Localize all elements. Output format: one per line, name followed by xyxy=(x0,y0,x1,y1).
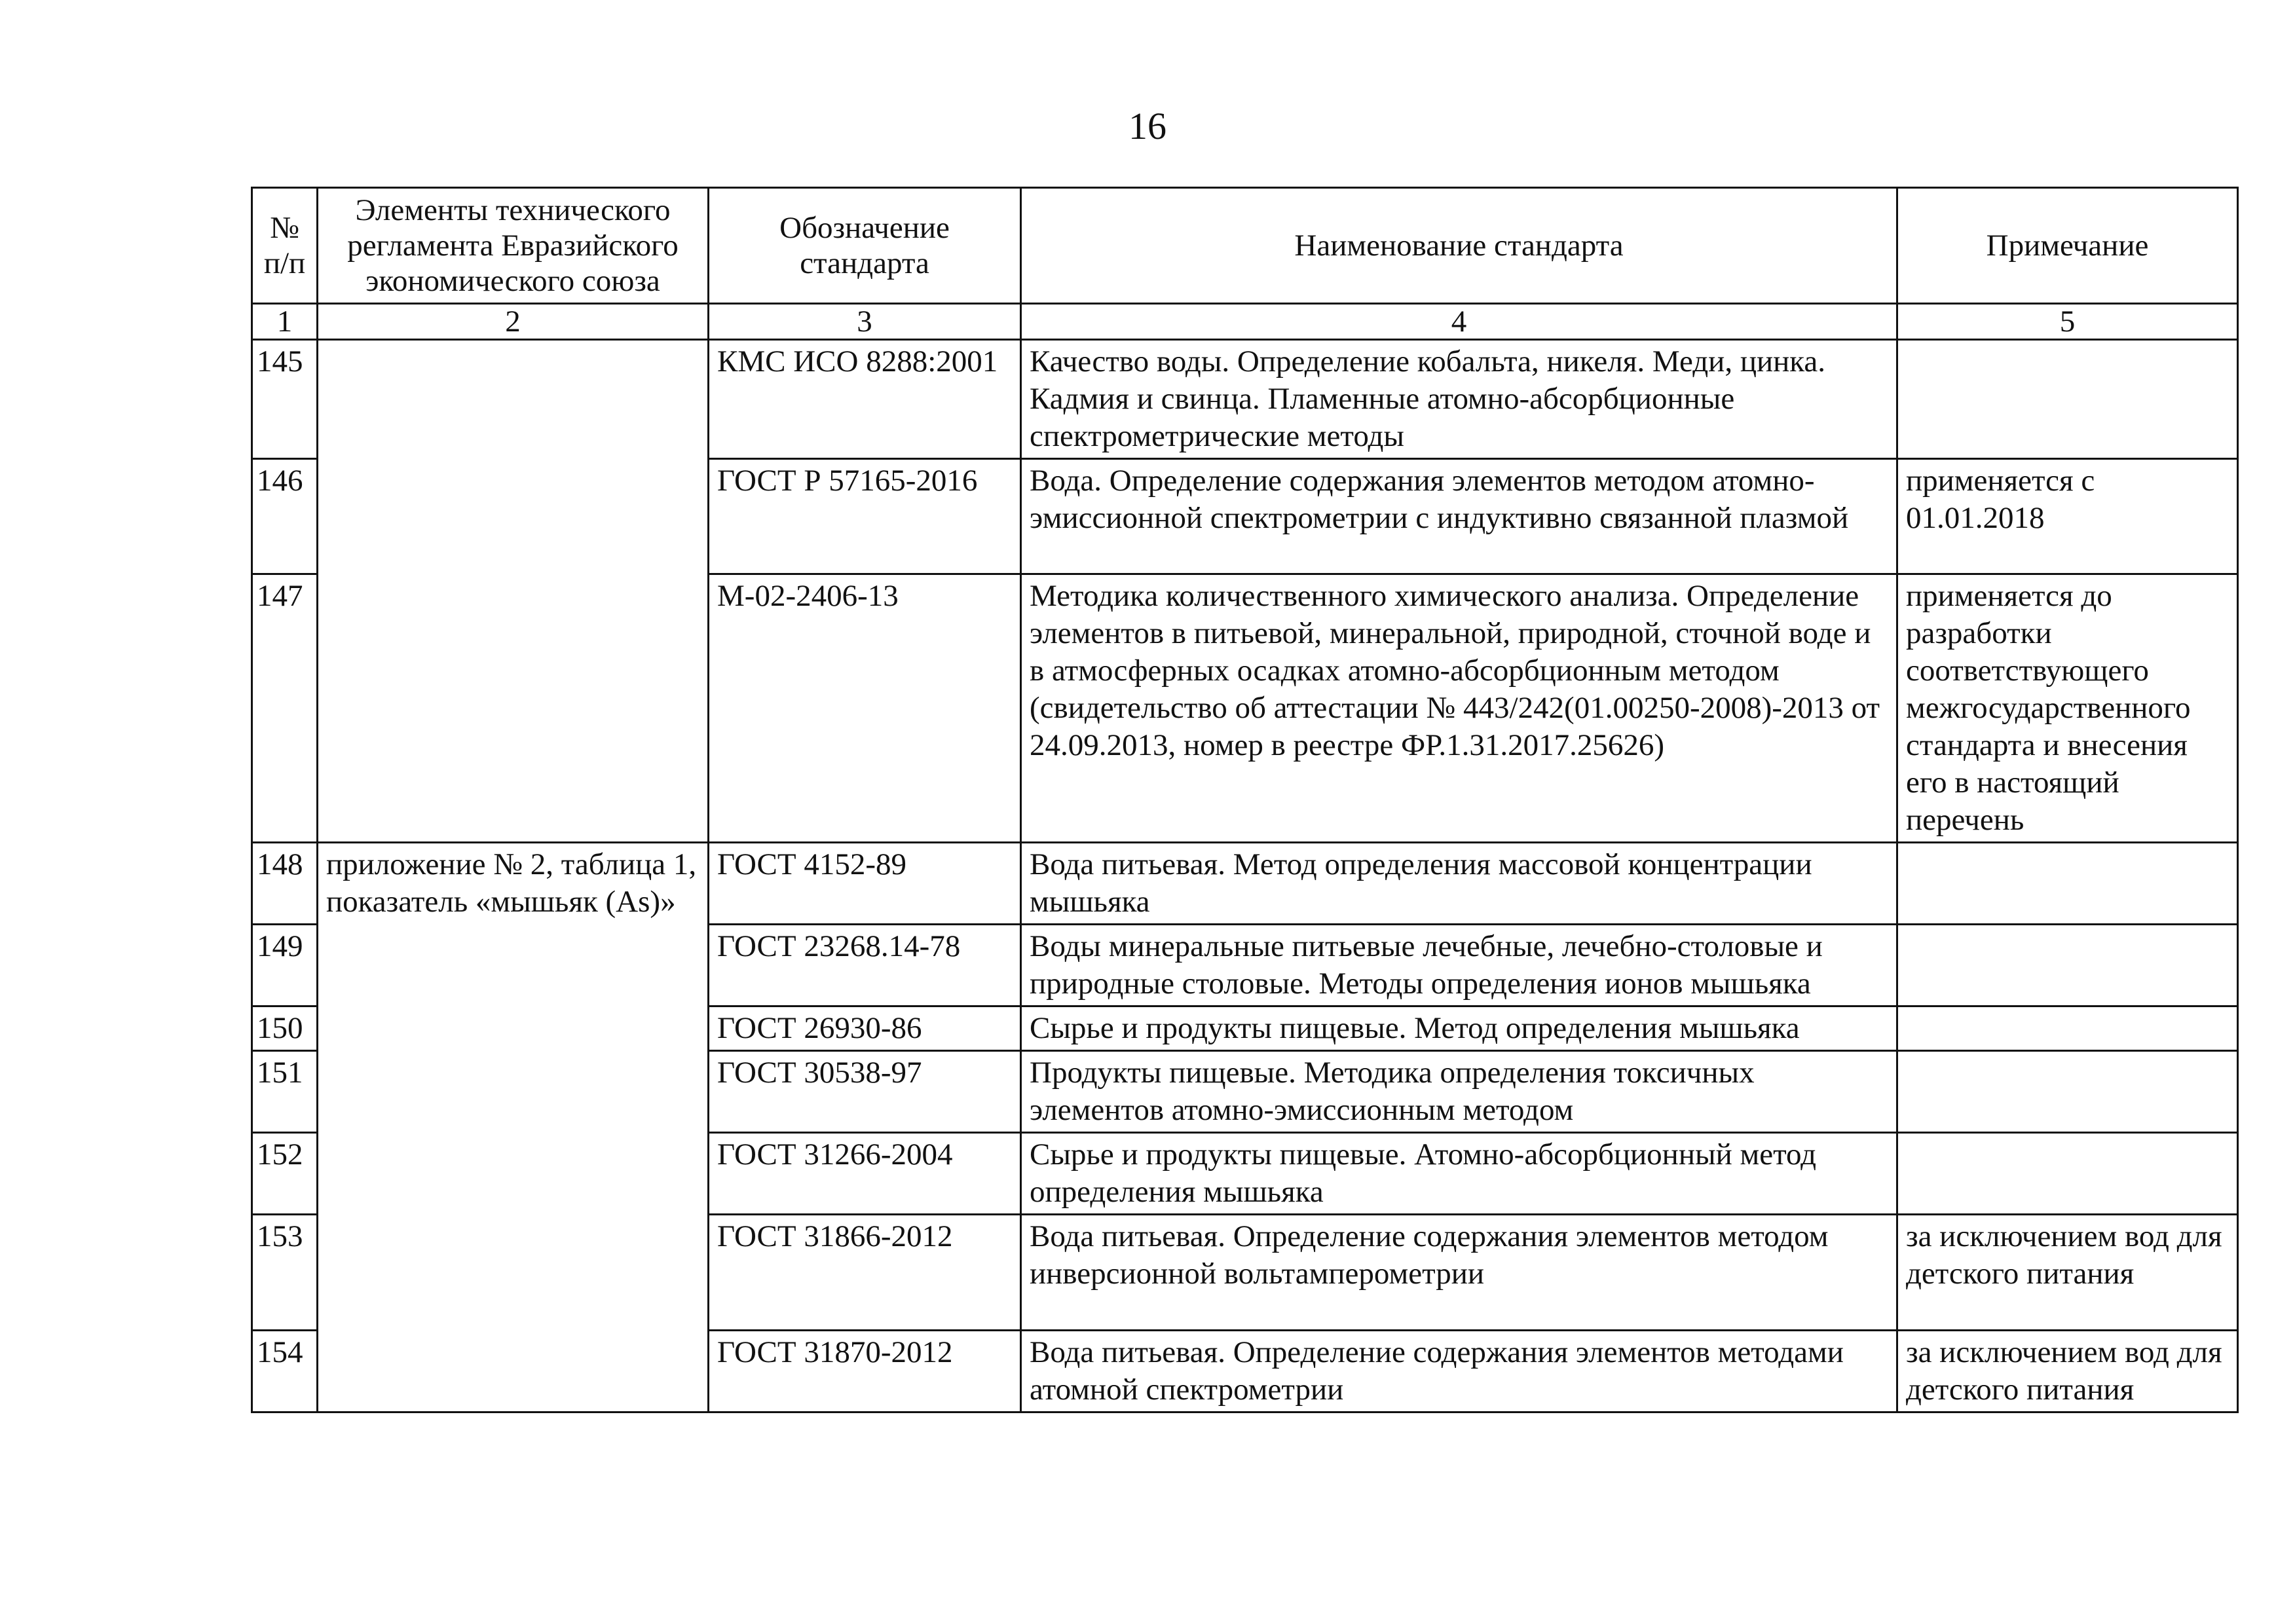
row-note: за исключением вод для детского питания xyxy=(1897,1215,2238,1331)
table-header-row xyxy=(252,188,2238,304)
row-designation: ГОСТ Р 57165-2016 xyxy=(709,459,1021,574)
row-name: Продукты пищевые. Методика определения токсичных элементов атомно-эмиссионным методом xyxy=(1021,1051,1897,1133)
row-designation: КМС ИСО 8288:2001 xyxy=(709,340,1021,459)
row-number: 148 xyxy=(252,843,318,925)
row-designation: ГОСТ 4152-89 xyxy=(709,843,1021,925)
row-number: 154 xyxy=(252,1331,318,1412)
row-name: Вода питьевая. Определение содержания элементов методами атомной спектрометрии xyxy=(1021,1331,1897,1412)
row-note xyxy=(1897,1051,2238,1133)
row-designation: ГОСТ 31266-2004 xyxy=(709,1133,1021,1215)
table-row xyxy=(252,843,2238,925)
row-note: применяется до разработки соответствующего межгосударственного стандарта и внесения его в настоящий перечень xyxy=(1897,574,2238,843)
row-name: Воды минеральные питьевые лечебные, лечебно-столовые и природные столовые. Методы определения ионов мышьяка xyxy=(1021,925,1897,1006)
row-designation: ГОСТ 30538-97 xyxy=(709,1051,1021,1133)
row-designation: ГОСТ 31866-2012 xyxy=(709,1215,1021,1331)
column-number: 4 xyxy=(1021,304,1897,340)
row-designation: ГОСТ 26930-86 xyxy=(709,1006,1021,1051)
row-number: 153 xyxy=(252,1215,318,1331)
row-number: 151 xyxy=(252,1051,318,1133)
row-designation: ГОСТ 23268.14-78 xyxy=(709,925,1021,1006)
row-designation: ГОСТ 31870-2012 xyxy=(709,1331,1021,1412)
row-number: 149 xyxy=(252,925,318,1006)
row-note: применяется с 01.01.2018 xyxy=(1897,459,2238,574)
row-name: Вода. Определение содержания элементов методом атомно-эмиссионной спектрометрии с индуктивно связанной плазмой xyxy=(1021,459,1897,574)
table-row xyxy=(252,340,2238,459)
column-number: 2 xyxy=(318,304,709,340)
row-note xyxy=(1897,1133,2238,1215)
column-number-row xyxy=(252,304,2238,340)
header-element: Элементы технического регламента Евразийского экономического союза xyxy=(318,188,709,304)
page-number: 16 xyxy=(1129,105,1166,147)
header-note: Примечание xyxy=(1897,188,2238,304)
row-note: за исключением вод для детского питания xyxy=(1897,1331,2238,1412)
row-number: 145 xyxy=(252,340,318,459)
element-cell-empty xyxy=(318,340,709,843)
header-designation: Обозначение стандарта xyxy=(709,188,1021,304)
row-name: Качество воды. Определение кобальта, никеля. Меди, цинка. Кадмия и свинца. Пламенные атомно-абсорбционные спектрометрические методы xyxy=(1021,340,1897,459)
row-name: Вода питьевая. Метод определения массовой концентрации мышьяка xyxy=(1021,843,1897,925)
row-number: 146 xyxy=(252,459,318,574)
row-number: 147 xyxy=(252,574,318,843)
header-name: Наименование стандарта xyxy=(1021,188,1897,304)
row-note xyxy=(1897,1006,2238,1051)
row-designation: М-02-2406-13 xyxy=(709,574,1021,843)
header-num: № п/п xyxy=(252,188,318,304)
technical-regulation-element: приложение № 2, таблица 1, показатель «мышьяк (As)» xyxy=(318,843,709,1412)
row-name: Сырье и продукты пищевые. Атомно-абсорбционный метод определения мышьяка xyxy=(1021,1133,1897,1215)
row-number: 150 xyxy=(252,1006,318,1051)
row-name: Вода питьевая. Определение содержания элементов методом инверсионной вольтамперометрии xyxy=(1021,1215,1897,1331)
row-name: Сырье и продукты пищевые. Метод определения мышьяка xyxy=(1021,1006,1897,1051)
row-name: Методика количественного химического анализа. Определение элементов в питьевой, минеральной, природной, сточной воде и в атмосферных осадках атомно-абсорбционным методом (свидетельство об аттестации № 443/242(01.00250-2008)-2013 от 24.09.2013, номер в реестре ФР.1.31.2017.25626) xyxy=(1021,574,1897,843)
column-number: 3 xyxy=(709,304,1021,340)
column-number: 5 xyxy=(1897,304,2238,340)
row-note xyxy=(1897,925,2238,1006)
standards-table xyxy=(251,187,2239,1413)
row-note xyxy=(1897,843,2238,925)
column-number: 1 xyxy=(252,304,318,340)
row-note xyxy=(1897,340,2238,459)
row-number: 152 xyxy=(252,1133,318,1215)
